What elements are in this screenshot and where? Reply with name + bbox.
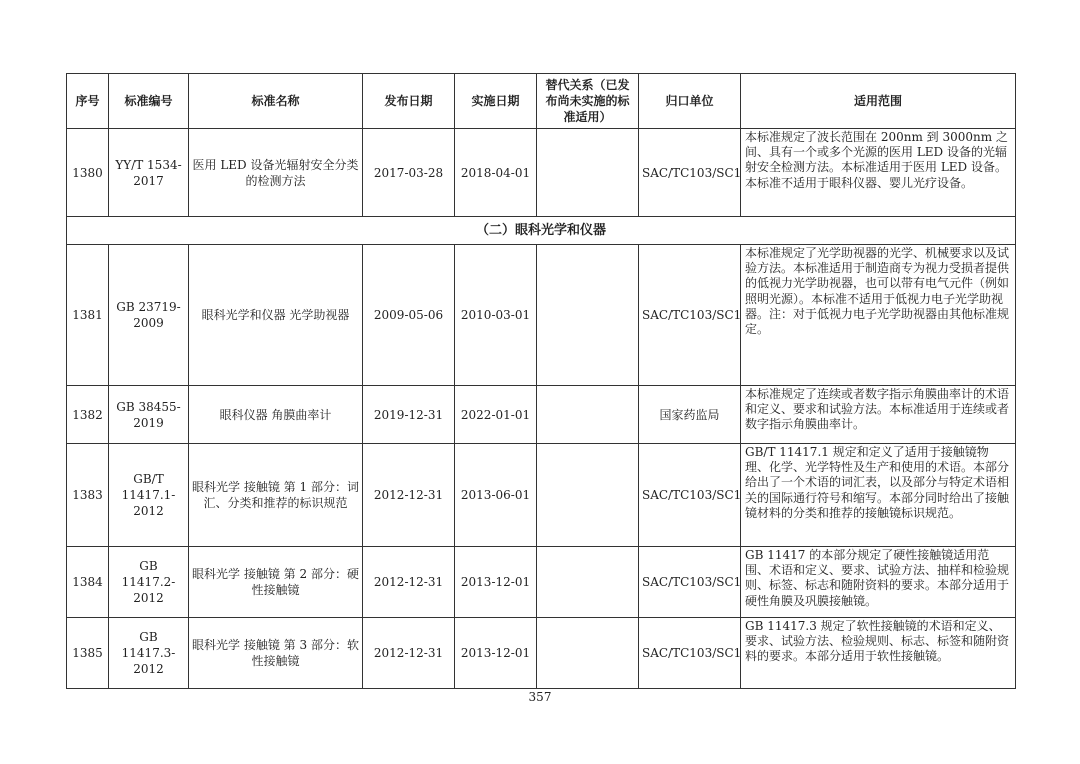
table-row bbox=[67, 618, 1016, 689]
cell-std-no: GB/T 11417.1-2012 bbox=[109, 444, 189, 547]
cell-dept: SAC/TC103/SC1 bbox=[639, 245, 741, 386]
cell-pub-date: 2012-12-31 bbox=[363, 444, 455, 547]
cell-pub-date: 2009-05-06 bbox=[363, 245, 455, 386]
cell-impl-date: 2018-04-01 bbox=[455, 129, 537, 217]
cell-pub-date: 2012-12-31 bbox=[363, 618, 455, 689]
cell-std-name: 眼科光学 接触镜 第 1 部分：词汇、分类和推荐的标识规范 bbox=[189, 444, 363, 547]
table-row bbox=[67, 386, 1016, 444]
cell-scope: GB 11417.3 规定了软性接触镜的术语和定义、要求、试验方法、检验规则、标志、标签和随附资料的要求。本部分适用于软性接触镜。 bbox=[741, 618, 1016, 689]
cell-scope: 本标准规定了连续或者数字指示角膜曲率计的术语和定义、要求和试验方法。本标准适用于连续或者数字指示角膜曲率计。 bbox=[741, 386, 1016, 444]
col-header-dept: 归口单位 bbox=[639, 74, 741, 129]
cell-pub-date: 2019-12-31 bbox=[363, 386, 455, 444]
table-row bbox=[67, 129, 1016, 217]
table-header-row bbox=[67, 74, 1016, 129]
cell-scope: 本标准规定了光学助视器的光学、机械要求以及试验方法。本标准适用于制造商专为视力受损者提供的低视力光学助视器，也可以带有电气元件（例如照明光源）。本标准不适用于低视力电子光学助视器。注：对于低视力电子光学助视器由其他标准规定。 bbox=[741, 245, 1016, 386]
cell-scope: 本标准规定了波长范围在 200nm 到 3000nm 之间、具有一个或多个光源的医用 LED 设备的光辐射安全检测方法。本标准适用于医用 LED 设备。本标准不适用于眼科仪器、婴儿光疗设备。 bbox=[741, 129, 1016, 217]
cell-std-no: GB 23719-2009 bbox=[109, 245, 189, 386]
cell-replace bbox=[537, 129, 639, 217]
cell-dept: 国家药监局 bbox=[639, 386, 741, 444]
cell-replace bbox=[537, 444, 639, 547]
cell-dept: SAC/TC103/SC1 bbox=[639, 129, 741, 217]
col-header-seq: 序号 bbox=[67, 74, 109, 129]
table-row bbox=[67, 547, 1016, 618]
cell-std-name: 眼科光学和仪器 光学助视器 bbox=[189, 245, 363, 386]
standards-table bbox=[66, 73, 1016, 689]
col-header-impl-date: 实施日期 bbox=[455, 74, 537, 129]
table-row bbox=[67, 444, 1016, 547]
cell-dept: SAC/TC103/SC1 bbox=[639, 444, 741, 547]
cell-std-name: 眼科光学 接触镜 第 3 部分：软性接触镜 bbox=[189, 618, 363, 689]
col-header-std-no: 标准编号 bbox=[109, 74, 189, 129]
col-header-scope: 适用范围 bbox=[741, 74, 1016, 129]
cell-std-name: 眼科光学 接触镜 第 2 部分：硬性接触镜 bbox=[189, 547, 363, 618]
cell-replace bbox=[537, 386, 639, 444]
cell-replace bbox=[537, 245, 639, 386]
cell-replace bbox=[537, 547, 639, 618]
section-title: （二）眼科光学和仪器 bbox=[67, 217, 1016, 245]
cell-seq: 1380 bbox=[67, 129, 109, 217]
cell-replace bbox=[537, 618, 639, 689]
cell-pub-date: 2012-12-31 bbox=[363, 547, 455, 618]
cell-dept: SAC/TC103/SC1 bbox=[639, 618, 741, 689]
cell-impl-date: 2022-01-01 bbox=[455, 386, 537, 444]
cell-impl-date: 2010-03-01 bbox=[455, 245, 537, 386]
cell-std-no: GB 38455-2019 bbox=[109, 386, 189, 444]
col-header-pub-date: 发布日期 bbox=[363, 74, 455, 129]
cell-dept: SAC/TC103/SC1 bbox=[639, 547, 741, 618]
cell-std-no: GB 11417.3-2012 bbox=[109, 618, 189, 689]
cell-seq: 1384 bbox=[67, 547, 109, 618]
cell-std-no: GB 11417.2-2012 bbox=[109, 547, 189, 618]
cell-impl-date: 2013-12-01 bbox=[455, 618, 537, 689]
col-header-std-name: 标准名称 bbox=[189, 74, 363, 129]
table-row bbox=[67, 245, 1016, 386]
cell-std-no: YY/T 1534-2017 bbox=[109, 129, 189, 217]
section-row bbox=[67, 217, 1016, 245]
cell-seq: 1381 bbox=[67, 245, 109, 386]
cell-seq: 1385 bbox=[67, 618, 109, 689]
page-number: 357 bbox=[528, 690, 552, 704]
cell-seq: 1382 bbox=[67, 386, 109, 444]
cell-scope: GB 11417 的本部分规定了硬性接触镜适用范围、术语和定义、要求、试验方法、抽样和检验规则、标签、标志和随附资料的要求。本部分适用于硬性角膜及巩膜接触镜。 bbox=[741, 547, 1016, 618]
col-header-replace: 替代关系（已发布尚未实施的标准适用） bbox=[537, 74, 639, 129]
cell-scope: GB/T 11417.1 规定和定义了适用于接触镜物理、化学、光学特性及生产和使用的术语。本部分给出了一个术语的词汇表，以及部分与特定术语相关的国际通行符号和缩写。本部分同时给出了接触镜材料的分类和推荐的接触镜标识规范。 bbox=[741, 444, 1016, 547]
cell-impl-date: 2013-06-01 bbox=[455, 444, 537, 547]
cell-impl-date: 2013-12-01 bbox=[455, 547, 537, 618]
cell-std-name: 医用 LED 设备光辐射安全分类的检测方法 bbox=[189, 129, 363, 217]
cell-std-name: 眼科仪器 角膜曲率计 bbox=[189, 386, 363, 444]
cell-seq: 1383 bbox=[67, 444, 109, 547]
cell-pub-date: 2017-03-28 bbox=[363, 129, 455, 217]
